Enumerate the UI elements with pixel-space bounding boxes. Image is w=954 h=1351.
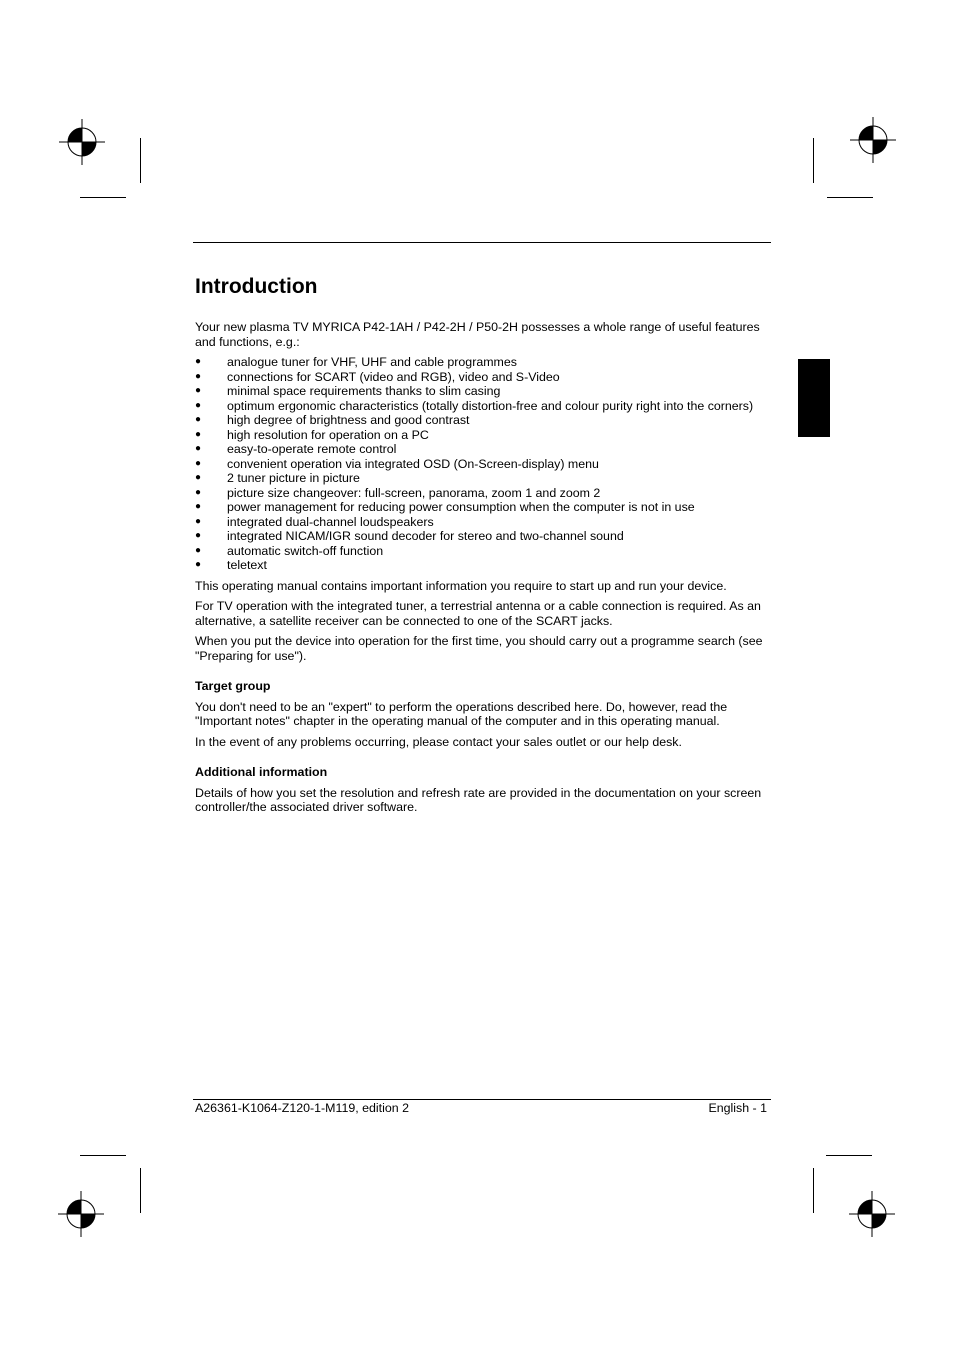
bullet-icon: ● bbox=[195, 559, 202, 570]
bullet-icon: ● bbox=[195, 399, 202, 411]
list-item: ● high resolution for operation on a PC bbox=[195, 427, 429, 442]
target-group-heading: Target group bbox=[195, 679, 271, 693]
crop-mark-horizontal bbox=[80, 1155, 126, 1156]
list-item: ● convenient operation via integrated OSD (On-Screen-display) menu bbox=[195, 456, 599, 471]
crop-mark-vertical bbox=[813, 1168, 814, 1213]
list-item: ● connections for SCART (video and RGB), video and S-Video bbox=[195, 369, 560, 384]
additional-info-paragraph: Details of how you set the resolution and refresh rate are provided in the documentation on your screen controller/the associated driver software. bbox=[195, 785, 762, 814]
target-group-paragraph: You don't need to be an "expert" to perform the operations described here. Do, however, read the "Important notes" chapter in the operating manual of the computer and in this operating manual. bbox=[195, 699, 728, 728]
crop-mark-vertical bbox=[140, 138, 141, 183]
list-item: ● minimal space requirements thanks to slim casing bbox=[195, 384, 501, 398]
bullet-icon: ● bbox=[195, 457, 202, 469]
list-item: ● automatic switch-off function bbox=[195, 543, 384, 558]
bullet-icon: ● bbox=[195, 530, 202, 541]
list-item: ● teletext bbox=[195, 558, 267, 572]
list-item: ● analogue tuner for VHF, UHF and cable programmes bbox=[195, 355, 517, 369]
bullet-icon: ● bbox=[195, 501, 202, 512]
feature-list bbox=[195, 355, 773, 573]
list-item: ● easy-to-operate remote control bbox=[195, 442, 397, 456]
header-rule bbox=[193, 242, 771, 243]
registration-mark-top-right bbox=[850, 117, 896, 163]
chapter-tab-marker bbox=[798, 359, 830, 437]
crop-mark-vertical bbox=[140, 1168, 141, 1213]
bullet-icon: ● bbox=[195, 515, 202, 527]
bullet-icon: ● bbox=[195, 356, 202, 367]
bullet-icon: ● bbox=[195, 486, 202, 498]
registration-mark-bottom-left bbox=[58, 1191, 104, 1237]
list-item: ● integrated dual-channel loudspeakers bbox=[195, 514, 434, 529]
list-item: ● power management for reducing power consumption when the computer is not in use bbox=[195, 500, 695, 514]
list-item: ● picture size changeover: full-screen, panorama, zoom 1 and zoom 2 bbox=[195, 485, 601, 500]
list-item: ● optimum ergonomic characteristics (totally distortion-free and colour purity right into the corners) bbox=[195, 398, 754, 413]
crop-mark-horizontal bbox=[826, 1155, 872, 1156]
first-use-paragraph: When you put the device into operation for the first time, you should carry out a programme search (see "Preparing for use"). bbox=[195, 634, 763, 663]
bullet-icon: ● bbox=[195, 385, 202, 396]
additional-info-heading: Additional information bbox=[195, 765, 328, 779]
tv-operation-paragraph: For TV operation with the integrated tuner, a terrestrial antenna or a cable connection is required. As an alternative, a satellite receiver can be connected to one of the SCART jacks. bbox=[195, 599, 761, 628]
registration-mark-top-left bbox=[59, 119, 105, 165]
footer-rule bbox=[193, 1099, 771, 1100]
crop-mark-horizontal bbox=[827, 197, 873, 198]
crop-mark-vertical bbox=[813, 138, 814, 183]
intro-paragraph: Your new plasma TV MYRICA P42-1AH / P42-2H / P50-2H possesses a whole range of useful features and functions, e.g.: bbox=[195, 320, 760, 349]
footer-document-id: A26361-K1064-Z120-1-M119, edition 2 bbox=[195, 1101, 409, 1115]
bullet-icon: ● bbox=[195, 428, 202, 440]
list-item: ● high degree of brightness and good contrast bbox=[195, 413, 470, 427]
bullet-icon: ● bbox=[195, 443, 202, 454]
page-content bbox=[195, 272, 773, 821]
registration-mark-bottom-right bbox=[849, 1191, 895, 1237]
bullet-icon: ● bbox=[195, 472, 202, 483]
page-title: Introduction bbox=[195, 275, 318, 298]
list-item: ● integrated NICAM/IGR sound decoder for stereo and two-channel sound bbox=[195, 529, 624, 543]
crop-mark-horizontal bbox=[80, 197, 126, 198]
bullet-icon: ● bbox=[195, 370, 202, 382]
help-desk-paragraph: In the event of any problems occurring, please contact your sales outlet or our help desk. bbox=[195, 734, 682, 749]
bullet-icon: ● bbox=[195, 544, 202, 556]
list-item: ● 2 tuner picture in picture bbox=[195, 471, 360, 485]
footer-page-number: English - 1 bbox=[708, 1101, 767, 1115]
manual-paragraph: This operating manual contains important information you require to start up and run your device. bbox=[195, 578, 727, 593]
bullet-icon: ● bbox=[195, 414, 202, 425]
